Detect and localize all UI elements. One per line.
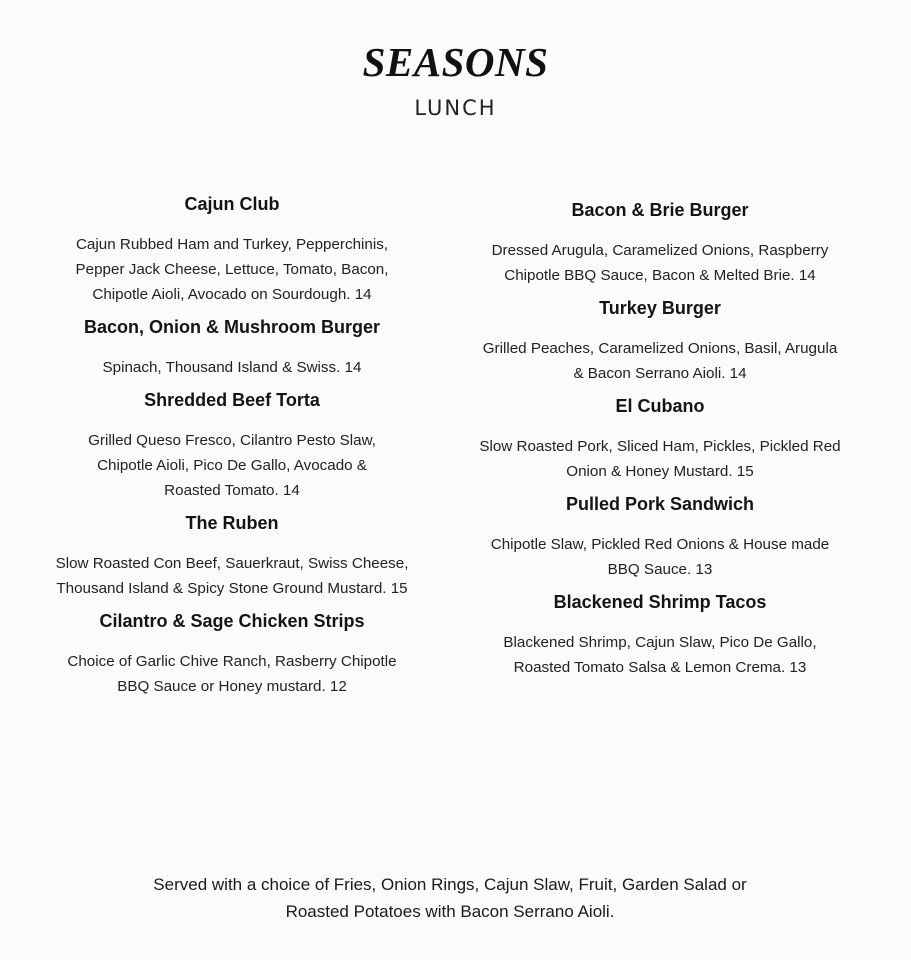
menu-item-description: Chipotle Slaw, Pickled Red Onions & House made [490,536,830,553]
menu-item-description: Dressed Arugula, Caramelized Onions, Raspberry [491,242,829,259]
menu-item-description: Choice of Garlic Chive Ranch, Rasberry Chipotle [67,653,397,670]
menu-item-name: Blackened Shrimp Tacos [553,592,767,612]
menu-item-name: Cilantro & Sage Chicken Strips [99,611,365,631]
menu-item-description: Grilled Queso Fresco, Cilantro Pesto Slaw, [88,432,376,449]
menu-item-description: Spinach, Thousand Island & Swiss. 14 [102,359,362,376]
menu-item-name: The Ruben [185,513,279,533]
menu-item-description: BBQ Sauce. 13 [607,561,713,578]
menu-item-name: El Cubano [615,396,705,416]
menu-item-description: Slow Roasted Con Beef, Sauerkraut, Swiss Cheese, [55,555,409,572]
menu-item [458,394,862,484]
menu-item [458,492,862,582]
menu-item-description: Chipotle Aioli, Pico De Gallo, Avocado & [97,457,367,474]
menu-item-description: BBQ Sauce or Honey mustard. 12 [117,678,347,695]
right-menu-column [458,198,862,680]
menu-item-name: Bacon & Brie Burger [571,200,749,220]
menu-title: SEASONS [362,39,549,85]
menu-item-description: Grilled Peaches, Caramelized Onions, Basil, Arugula [482,340,838,357]
menu-item-description: Chipotle Aioli, Avocado on Sourdough. 14 [92,286,372,303]
menu-item-name: Cajun Club [184,194,280,214]
menu-item [25,315,439,380]
sides-note-line: Served with a choice of Fries, Onion Rings, Cajun Slaw, Fruit, Garden Salad or [153,875,747,894]
menu-item-name: Pulled Pork Sandwich [565,494,755,514]
menu-item-description: Roasted Tomato Salsa & Lemon Crema. 13 [513,659,807,676]
left-menu-column [25,192,439,699]
menu-subtitle: LUNCH [414,96,497,120]
menu-item-description: Onion & Honey Mustard. 15 [566,463,754,480]
menu-item [25,192,439,307]
menu-item-name: Turkey Burger [599,298,721,318]
menu-item [458,296,862,386]
menu-item-name: Bacon, Onion & Mushroom Burger [83,317,380,337]
menu-item [25,609,439,699]
menu-item [25,388,439,503]
menu-item-description: Thousand Island & Spicy Stone Ground Mustard. 15 [56,580,408,597]
menu-item-description: Pepper Jack Cheese, Lettuce, Tomato, Bacon, [75,261,389,278]
menu-item [458,590,862,680]
sides-note-line: Roasted Potatoes with Bacon Serrano Aioli. [285,902,615,921]
menu-item-description: & Bacon Serrano Aioli. 14 [573,365,747,382]
menu-item [25,511,439,601]
menu-item-description: Cajun Rubbed Ham and Turkey, Pepperchinis, [75,236,389,253]
menu-item-description: Chipotle BBQ Sauce, Bacon & Melted Brie. 14 [504,267,816,284]
sides-note [60,871,840,925]
menu-item-description: Blackened Shrimp, Cajun Slaw, Pico De Gallo, [503,634,817,651]
menu-item-name: Shredded Beef Torta [144,390,320,410]
menu-item-description: Roasted Tomato. 14 [164,482,300,499]
menu-item [458,198,862,288]
menu-item-description: Slow Roasted Pork, Sliced Ham, Pickles, Pickled Red [479,438,841,455]
